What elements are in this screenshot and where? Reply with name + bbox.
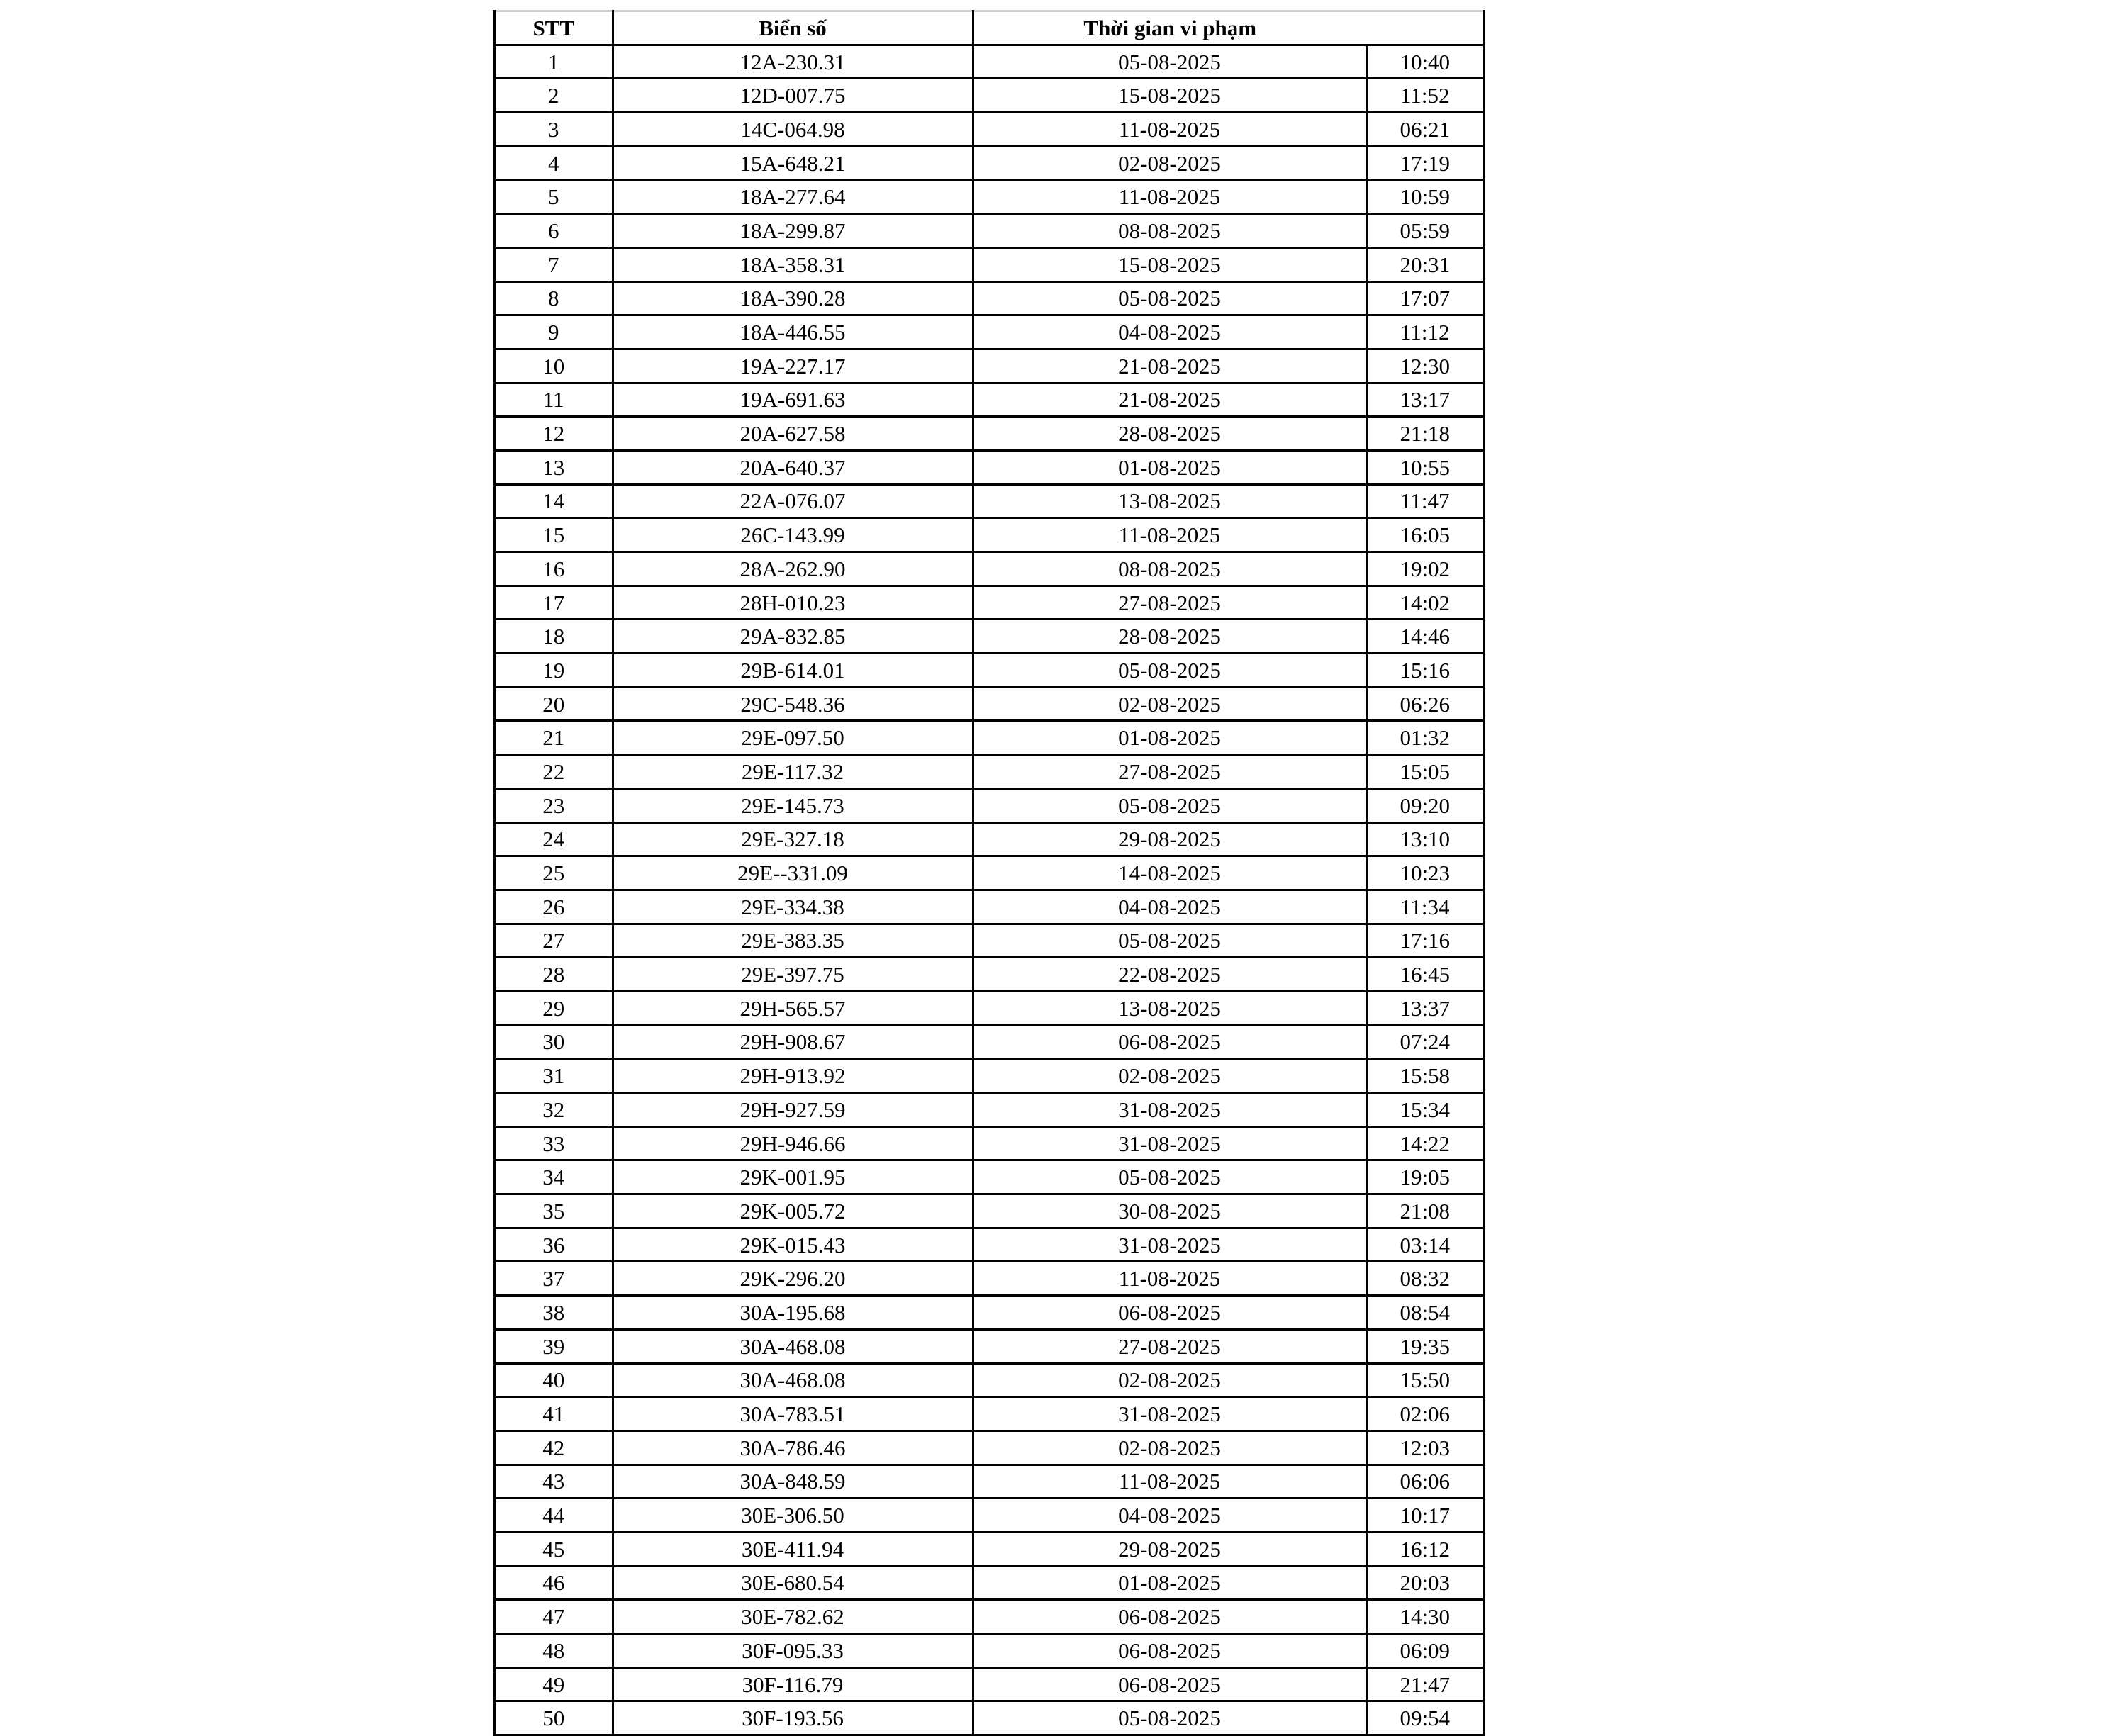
row-number-cell: 35: [494, 1194, 613, 1228]
license-plate-cell: 28A-262.90: [613, 552, 973, 586]
violation-time-cell: 10:23: [1366, 856, 1484, 890]
table-row: [494, 1093, 1484, 1127]
violations-table: [493, 10, 1485, 1736]
violation-date-cell: 06-08-2025: [973, 1667, 1366, 1701]
row-number-cell: 47: [494, 1600, 613, 1634]
violation-time-cell: 14:02: [1366, 586, 1484, 620]
violation-time-cell: 19:35: [1366, 1329, 1484, 1363]
row-number-cell: 34: [494, 1160, 613, 1194]
table-row: [494, 586, 1484, 620]
violation-date-cell: 13-08-2025: [973, 991, 1366, 1025]
license-plate-cell: 30E-782.62: [613, 1600, 973, 1634]
violation-date-cell: 04-08-2025: [973, 1499, 1366, 1533]
license-plate-cell: 18A-277.64: [613, 180, 973, 214]
row-number-cell: 11: [494, 383, 613, 417]
row-number-cell: 31: [494, 1059, 613, 1093]
violation-time-cell: 16:12: [1366, 1532, 1484, 1566]
table-row: [494, 788, 1484, 822]
table-row: [494, 1363, 1484, 1397]
violation-time-cell: 08:32: [1366, 1262, 1484, 1296]
row-number-cell: 36: [494, 1228, 613, 1262]
violation-time-cell: 09:20: [1366, 788, 1484, 822]
license-plate-cell: 30F-116.79: [613, 1667, 973, 1701]
violation-date-cell: 05-08-2025: [973, 654, 1366, 688]
row-number-cell: 7: [494, 247, 613, 281]
row-number-cell: 33: [494, 1126, 613, 1160]
license-plate-cell: 30E-306.50: [613, 1499, 973, 1533]
row-number-cell: 13: [494, 450, 613, 484]
violation-date-cell: 02-08-2025: [973, 146, 1366, 180]
license-plate-cell: 26C-143.99: [613, 518, 973, 552]
row-number-cell: 38: [494, 1296, 613, 1330]
violation-date-cell: 27-08-2025: [973, 586, 1366, 620]
license-plate-cell: 12A-230.31: [613, 45, 973, 79]
header-row: [494, 11, 1484, 45]
violation-time-cell: 13:37: [1366, 991, 1484, 1025]
violation-date-cell: 06-08-2025: [973, 1634, 1366, 1668]
violation-time-cell: 16:45: [1366, 958, 1484, 992]
license-plate-cell: 18A-390.28: [613, 281, 973, 315]
header-violation-time-label: Thời gian vi phạm: [1083, 15, 1257, 40]
violation-date-cell: 21-08-2025: [973, 349, 1366, 383]
violation-date-cell: 21-08-2025: [973, 383, 1366, 417]
violation-date-cell: 08-08-2025: [973, 214, 1366, 248]
row-number-cell: 10: [494, 349, 613, 383]
violation-time-cell: 10:55: [1366, 450, 1484, 484]
violation-time-cell: 09:54: [1366, 1701, 1484, 1735]
violation-time-cell: 08:54: [1366, 1296, 1484, 1330]
license-plate-cell: 29E-334.38: [613, 890, 973, 924]
violation-time-cell: 16:05: [1366, 518, 1484, 552]
violation-date-cell: 01-08-2025: [973, 721, 1366, 755]
violation-time-cell: 07:24: [1366, 1025, 1484, 1059]
violation-time-cell: 03:14: [1366, 1228, 1484, 1262]
row-number-cell: 22: [494, 755, 613, 789]
row-number-cell: 37: [494, 1262, 613, 1296]
violation-date-cell: 27-08-2025: [973, 1329, 1366, 1363]
violation-time-cell: 14:30: [1366, 1600, 1484, 1634]
table-row: [494, 1329, 1484, 1363]
license-plate-cell: 29H-913.92: [613, 1059, 973, 1093]
license-plate-cell: 30A-848.59: [613, 1465, 973, 1499]
table-row: [494, 890, 1484, 924]
table-row: [494, 180, 1484, 214]
license-plate-cell: 29K-296.20: [613, 1262, 973, 1296]
table-row: [494, 856, 1484, 890]
license-plate-cell: 29K-015.43: [613, 1228, 973, 1262]
row-number-cell: 46: [494, 1566, 613, 1600]
violation-time-cell: 11:12: [1366, 315, 1484, 349]
violation-date-cell: 05-08-2025: [973, 924, 1366, 958]
violation-date-cell: 27-08-2025: [973, 755, 1366, 789]
license-plate-cell: 29A-832.85: [613, 620, 973, 654]
violation-time-cell: 11:47: [1366, 484, 1484, 518]
row-number-cell: 40: [494, 1363, 613, 1397]
violation-date-cell: 14-08-2025: [973, 856, 1366, 890]
license-plate-cell: 12D-007.75: [613, 79, 973, 113]
violation-time-cell: 19:05: [1366, 1160, 1484, 1194]
header-plate: Biển số: [613, 11, 973, 45]
row-number-cell: 14: [494, 484, 613, 518]
violation-time-cell: 11:52: [1366, 79, 1484, 113]
row-number-cell: 25: [494, 856, 613, 890]
header-stt: STT: [494, 11, 613, 45]
table-row: [494, 315, 1484, 349]
table-row: [494, 214, 1484, 248]
row-number-cell: 2: [494, 79, 613, 113]
violation-time-cell: 15:50: [1366, 1363, 1484, 1397]
row-number-cell: 42: [494, 1430, 613, 1465]
violation-date-cell: 04-08-2025: [973, 315, 1366, 349]
violation-time-cell: 21:08: [1366, 1194, 1484, 1228]
row-number-cell: 44: [494, 1499, 613, 1533]
table-row: [494, 1228, 1484, 1262]
license-plate-cell: 29K-005.72: [613, 1194, 973, 1228]
violation-date-cell: 05-08-2025: [973, 1160, 1366, 1194]
license-plate-cell: 15A-648.21: [613, 146, 973, 180]
row-number-cell: 49: [494, 1667, 613, 1701]
violation-date-cell: 15-08-2025: [973, 79, 1366, 113]
table-row: [494, 1600, 1484, 1634]
violation-date-cell: 06-08-2025: [973, 1296, 1366, 1330]
violation-date-cell: 05-08-2025: [973, 788, 1366, 822]
violation-time-cell: 06:26: [1366, 687, 1484, 721]
license-plate-cell: 18A-446.55: [613, 315, 973, 349]
row-number-cell: 5: [494, 180, 613, 214]
row-number-cell: 50: [494, 1701, 613, 1735]
table-row: [494, 721, 1484, 755]
row-number-cell: 19: [494, 654, 613, 688]
license-plate-cell: 30A-468.08: [613, 1363, 973, 1397]
violation-date-cell: 05-08-2025: [973, 1701, 1366, 1735]
license-plate-cell: 22A-076.07: [613, 484, 973, 518]
table-row: [494, 958, 1484, 992]
violation-date-cell: 01-08-2025: [973, 450, 1366, 484]
license-plate-cell: 29K-001.95: [613, 1160, 973, 1194]
violation-time-cell: 20:03: [1366, 1566, 1484, 1600]
violation-time-cell: 11:34: [1366, 890, 1484, 924]
violation-date-cell: 06-08-2025: [973, 1025, 1366, 1059]
violation-date-cell: 02-08-2025: [973, 1059, 1366, 1093]
license-plate-cell: 30A-195.68: [613, 1296, 973, 1330]
row-number-cell: 8: [494, 281, 613, 315]
table-row: [494, 1262, 1484, 1296]
table-row: [494, 349, 1484, 383]
license-plate-cell: 28H-010.23: [613, 586, 973, 620]
violation-date-cell: 15-08-2025: [973, 247, 1366, 281]
license-plate-cell: 29H-908.67: [613, 1025, 973, 1059]
row-number-cell: 6: [494, 214, 613, 248]
license-plate-cell: 19A-691.63: [613, 383, 973, 417]
license-plate-cell: 29E-117.32: [613, 755, 973, 789]
header-violation-time: [973, 11, 1366, 45]
violation-time-cell: 15:58: [1366, 1059, 1484, 1093]
violation-time-cell: 14:22: [1366, 1126, 1484, 1160]
table-header: [494, 11, 1484, 45]
table-row: [494, 1059, 1484, 1093]
violation-date-cell: 11-08-2025: [973, 1262, 1366, 1296]
violation-time-cell: 13:17: [1366, 383, 1484, 417]
row-number-cell: 27: [494, 924, 613, 958]
violation-time-cell: 19:02: [1366, 552, 1484, 586]
table-row: [494, 45, 1484, 79]
row-number-cell: 17: [494, 586, 613, 620]
violation-time-cell: 10:40: [1366, 45, 1484, 79]
row-number-cell: 3: [494, 113, 613, 147]
violation-time-cell: 10:59: [1366, 180, 1484, 214]
table-row: [494, 1634, 1484, 1668]
violation-date-cell: 11-08-2025: [973, 518, 1366, 552]
table-row: [494, 247, 1484, 281]
violation-date-cell: 02-08-2025: [973, 1430, 1366, 1465]
table-row: [494, 552, 1484, 586]
table-row: [494, 1667, 1484, 1701]
table-row: [494, 79, 1484, 113]
violation-time-cell: 21:18: [1366, 417, 1484, 451]
table-row: [494, 1126, 1484, 1160]
violation-date-cell: 11-08-2025: [973, 113, 1366, 147]
license-plate-cell: 30F-193.56: [613, 1701, 973, 1735]
header-time-blank: [1366, 11, 1484, 45]
license-plate-cell: 29E-383.35: [613, 924, 973, 958]
row-number-cell: 43: [494, 1465, 613, 1499]
violation-date-cell: 30-08-2025: [973, 1194, 1366, 1228]
table-row: [494, 113, 1484, 147]
row-number-cell: 16: [494, 552, 613, 586]
license-plate-cell: 14C-064.98: [613, 113, 973, 147]
violation-date-cell: 31-08-2025: [973, 1093, 1366, 1127]
violation-time-cell: 12:30: [1366, 349, 1484, 383]
table-row: [494, 1194, 1484, 1228]
table-row: [494, 924, 1484, 958]
row-number-cell: 45: [494, 1532, 613, 1566]
row-number-cell: 41: [494, 1397, 613, 1431]
violation-time-cell: 06:09: [1366, 1634, 1484, 1668]
violation-date-cell: 05-08-2025: [973, 45, 1366, 79]
table-row: [494, 1160, 1484, 1194]
license-plate-cell: 18A-299.87: [613, 214, 973, 248]
violation-date-cell: 01-08-2025: [973, 1566, 1366, 1600]
violation-date-cell: 11-08-2025: [973, 180, 1366, 214]
violation-date-cell: 11-08-2025: [973, 1465, 1366, 1499]
violation-date-cell: 31-08-2025: [973, 1397, 1366, 1431]
table-row: [494, 620, 1484, 654]
row-number-cell: 32: [494, 1093, 613, 1127]
violation-date-cell: 31-08-2025: [973, 1126, 1366, 1160]
license-plate-cell: 29C-548.36: [613, 687, 973, 721]
violation-date-cell: 02-08-2025: [973, 1363, 1366, 1397]
table-row: [494, 1465, 1484, 1499]
violation-time-cell: 01:32: [1366, 721, 1484, 755]
table-row: [494, 687, 1484, 721]
license-plate-cell: 30A-468.08: [613, 1329, 973, 1363]
table-row: [494, 1430, 1484, 1465]
violation-time-cell: 10:17: [1366, 1499, 1484, 1533]
violation-date-cell: 28-08-2025: [973, 620, 1366, 654]
table-row: [494, 146, 1484, 180]
table-row: [494, 518, 1484, 552]
license-plate-cell: 29E--331.09: [613, 856, 973, 890]
table-row: [494, 417, 1484, 451]
license-plate-cell: 30A-786.46: [613, 1430, 973, 1465]
violation-time-cell: 15:16: [1366, 654, 1484, 688]
table-row: [494, 1566, 1484, 1600]
table-row: [494, 281, 1484, 315]
license-plate-cell: 20A-627.58: [613, 417, 973, 451]
table-row: [494, 991, 1484, 1025]
table-row: [494, 383, 1484, 417]
license-plate-cell: 29E-397.75: [613, 958, 973, 992]
row-number-cell: 9: [494, 315, 613, 349]
table-row: [494, 822, 1484, 856]
row-number-cell: 24: [494, 822, 613, 856]
license-plate-cell: 20A-640.37: [613, 450, 973, 484]
table-row: [494, 1296, 1484, 1330]
row-number-cell: 26: [494, 890, 613, 924]
row-number-cell: 23: [494, 788, 613, 822]
violation-time-cell: 14:46: [1366, 620, 1484, 654]
license-plate-cell: 29E-145.73: [613, 788, 973, 822]
license-plate-cell: 19A-227.17: [613, 349, 973, 383]
violation-time-cell: 13:10: [1366, 822, 1484, 856]
violation-time-cell: 20:31: [1366, 247, 1484, 281]
violation-date-cell: 13-08-2025: [973, 484, 1366, 518]
table-row: [494, 1532, 1484, 1566]
violation-time-cell: 17:19: [1366, 146, 1484, 180]
row-number-cell: 12: [494, 417, 613, 451]
violation-time-cell: 17:16: [1366, 924, 1484, 958]
row-number-cell: 20: [494, 687, 613, 721]
table-row: [494, 1499, 1484, 1533]
violation-date-cell: 31-08-2025: [973, 1228, 1366, 1262]
table-row: [494, 755, 1484, 789]
table-body: [494, 45, 1484, 1735]
violation-time-cell: 15:05: [1366, 755, 1484, 789]
license-plate-cell: 30F-095.33: [613, 1634, 973, 1668]
license-plate-cell: 29E-097.50: [613, 721, 973, 755]
violation-date-cell: 02-08-2025: [973, 687, 1366, 721]
row-number-cell: 30: [494, 1025, 613, 1059]
table-row: [494, 1397, 1484, 1431]
license-plate-cell: 29B-614.01: [613, 654, 973, 688]
row-number-cell: 15: [494, 518, 613, 552]
table-row: [494, 654, 1484, 688]
violation-time-cell: 06:06: [1366, 1465, 1484, 1499]
table-row: [494, 1025, 1484, 1059]
violation-date-cell: 29-08-2025: [973, 822, 1366, 856]
row-number-cell: 1: [494, 45, 613, 79]
violation-date-cell: 04-08-2025: [973, 890, 1366, 924]
violation-date-cell: 28-08-2025: [973, 417, 1366, 451]
violation-date-cell: 29-08-2025: [973, 1532, 1366, 1566]
license-plate-cell: 18A-358.31: [613, 247, 973, 281]
violation-time-cell: 21:47: [1366, 1667, 1484, 1701]
violation-time-cell: 06:21: [1366, 113, 1484, 147]
row-number-cell: 48: [494, 1634, 613, 1668]
violation-time-cell: 12:03: [1366, 1430, 1484, 1465]
violation-time-cell: 15:34: [1366, 1093, 1484, 1127]
license-plate-cell: 30E-680.54: [613, 1566, 973, 1600]
row-number-cell: 29: [494, 991, 613, 1025]
table-row: [494, 1701, 1484, 1735]
violation-time-cell: 05:59: [1366, 214, 1484, 248]
row-number-cell: 18: [494, 620, 613, 654]
violation-date-cell: 08-08-2025: [973, 552, 1366, 586]
violation-date-cell: 06-08-2025: [973, 1600, 1366, 1634]
license-plate-cell: 29H-927.59: [613, 1093, 973, 1127]
license-plate-cell: 29E-327.18: [613, 822, 973, 856]
license-plate-cell: 30E-411.94: [613, 1532, 973, 1566]
violation-time-cell: 02:06: [1366, 1397, 1484, 1431]
violation-date-cell: 22-08-2025: [973, 958, 1366, 992]
row-number-cell: 28: [494, 958, 613, 992]
license-plate-cell: 29H-565.57: [613, 991, 973, 1025]
license-plate-cell: 29H-946.66: [613, 1126, 973, 1160]
license-plate-cell: 30A-783.51: [613, 1397, 973, 1431]
row-number-cell: 4: [494, 146, 613, 180]
table-row: [494, 450, 1484, 484]
row-number-cell: 39: [494, 1329, 613, 1363]
row-number-cell: 21: [494, 721, 613, 755]
violation-time-cell: 17:07: [1366, 281, 1484, 315]
violation-date-cell: 05-08-2025: [973, 281, 1366, 315]
table-row: [494, 484, 1484, 518]
